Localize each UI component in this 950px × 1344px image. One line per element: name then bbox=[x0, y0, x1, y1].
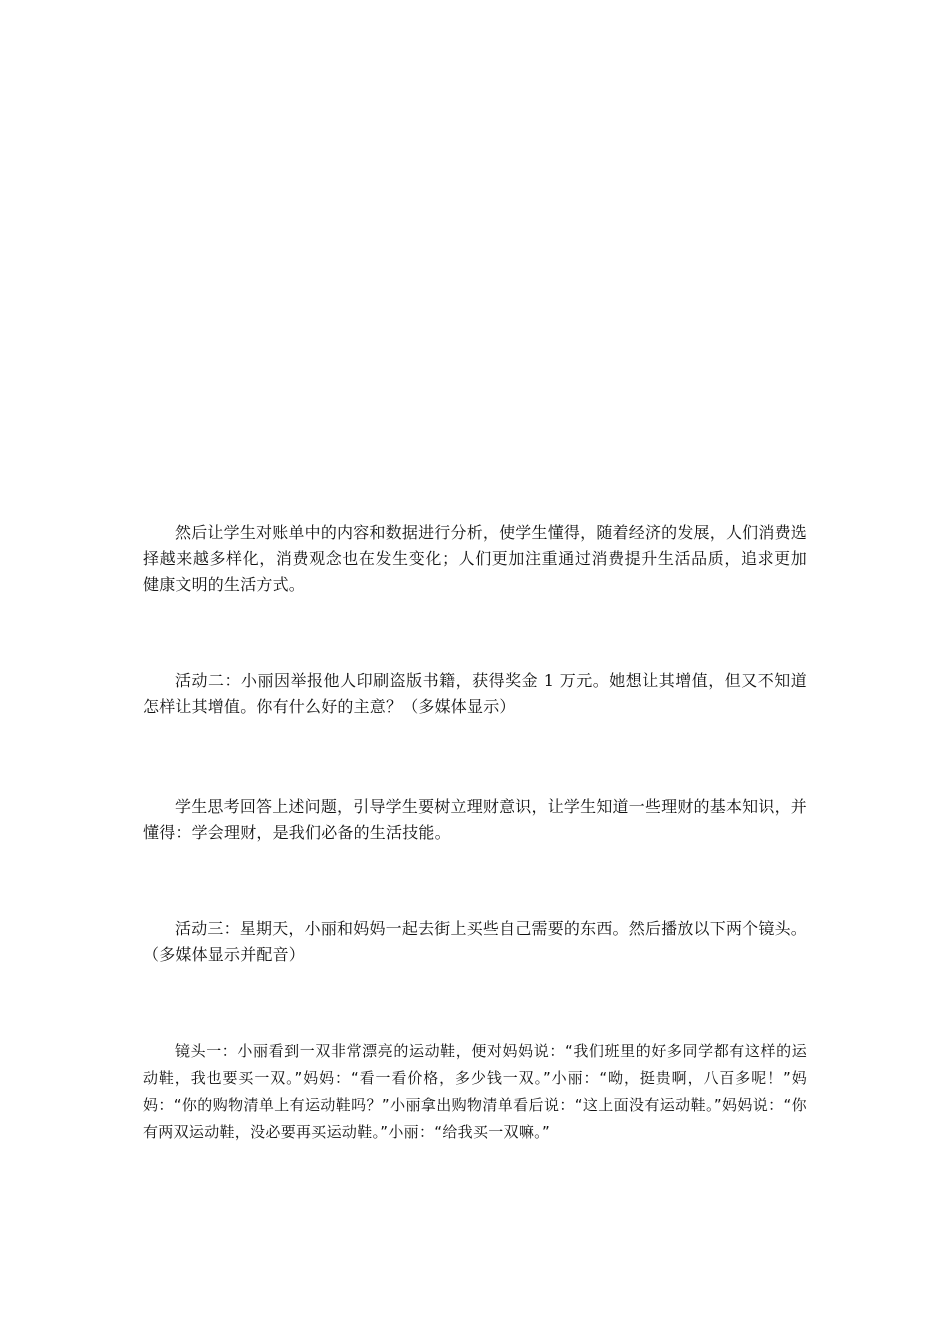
paragraph-analysis: 然后让学生对账单中的内容和数据进行分析，使学生懂得，随着经济的发展，人们消费选择越来越多样化，消费观念也在发生变化；人们更加注重通过消费提升生活品质，追求更加健康文明的生活方式。 bbox=[143, 523, 807, 594]
paragraph-student-thinking: 学生思考回答上述问题，引导学生要树立理财意识，让学生知道一些理财的基本知识，并懂得：学会理财，是我们必备的生活技能。 bbox=[143, 797, 807, 842]
paragraph-activity-two: 活动二：小丽因举报他人印刷盗版书籍，获得奖金 1 万元。她想让其增值，但又不知道怎样让其增值。你有什么好的主意？（多媒体显示） bbox=[143, 671, 807, 716]
paragraph-activity-three: 活动三：星期天，小丽和妈妈一起去街上买些自己需要的东西。然后播放以下两个镜头。（多媒体显示并配音） bbox=[143, 919, 807, 964]
paragraph-scene-one: 镜头一：小丽看到一双非常漂亮的运动鞋，便对妈妈说：“我们班里的好多同学都有这样的运动鞋，我也要买一双。”妈妈：“看一看价格，多少钱一双。”小丽：“呦，挺贵啊，八百多呢！”妈妈：“你的购物清单上有运动鞋吗？”小丽拿出购物清单看后说：“这上面没有运动鞋。”妈妈说：“你有两双运动鞋，没必要再买运动鞋。”小丽：“给我买一双嘛。” bbox=[143, 1042, 807, 1141]
